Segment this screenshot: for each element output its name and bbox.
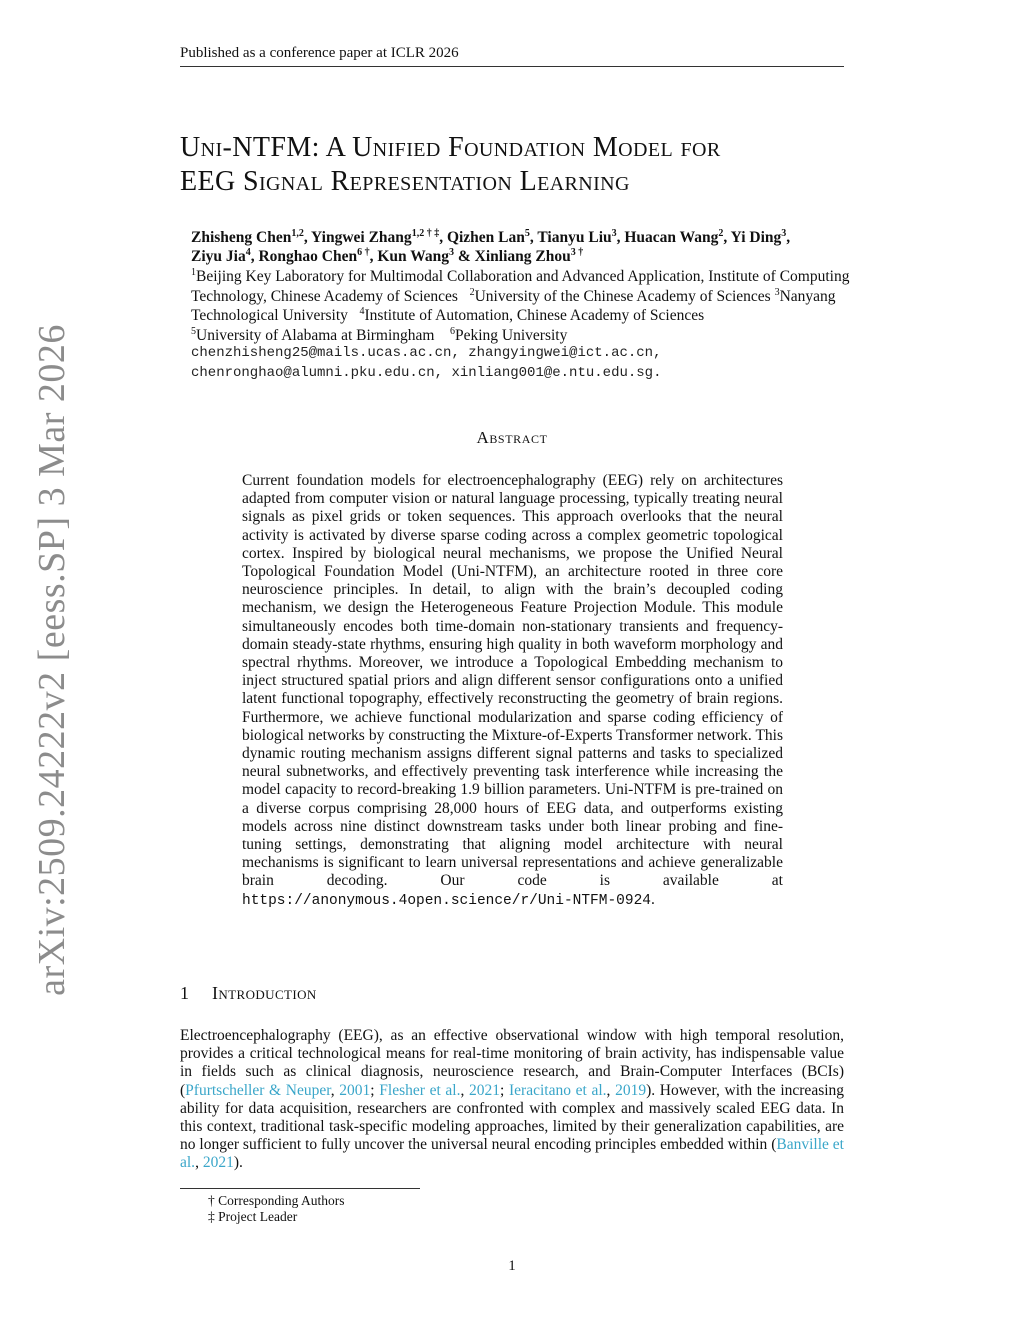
header-rule (180, 66, 844, 67)
intro-text: Electroencephalography (EEG), as an effective observational window with high temporal resolution, provides a critical technological means for real-time monitoring of brain activity, has indispensable value in fields such as clinical diagnosis, neuroscience research, and Brain-Computer Interfaces (BCIs) ( (180, 1027, 844, 1099)
affiliation: Institute of Automation, Chinese Academy of Sciences (364, 307, 705, 324)
affiliation-number: 6 (449, 325, 455, 337)
citation-year-link[interactable]: 2021 (469, 1081, 501, 1099)
author-sup: 2 (718, 227, 724, 239)
author-name: Ronghao Chen (258, 248, 358, 265)
affiliation: Beijing Key Laboratory for Multimodal Collaboration and Advanced Application, Institute of Computing Technology, Chinese Academy of Sciences (191, 268, 850, 305)
affiliation-number: 2 (469, 286, 475, 298)
author-name: Qizhen Lan (446, 229, 525, 246)
section-title: Introduction (212, 983, 317, 1003)
section-heading (180, 983, 580, 1004)
author-sup: 1,2 † ‡ (411, 227, 440, 239)
footnotes (208, 1193, 608, 1225)
email-line: chenronghao@alumni.pku.edu.cn, xinliang001@e.ntu.edu.sg. (191, 364, 662, 381)
abstract-end: . (650, 890, 655, 908)
citation-year-link[interactable]: 2001 (339, 1081, 371, 1099)
citation-link[interactable]: Banville et al. (180, 1136, 844, 1172)
page-number: 1 (508, 1258, 516, 1274)
citation-link[interactable]: Pfurtscheller & Neuper (185, 1081, 331, 1099)
author-name: Xinliang Zhou (474, 248, 571, 265)
author-name: Zhisheng Chen (191, 229, 292, 246)
affiliation: Peking University (454, 326, 568, 344)
abstract-text: Current foundation models for electroencephalography (EEG) rely on architectures adapted from computer vision or natural language processing, typically treating neural signals as pixel grids or token sequences. This approach overlooks that the neural activity is activated by diverse sparse coding across a complex geometric topological cortex. Inspired by biological neural mechanisms, we propose the Unified Neural Topological Foundation Model (Uni-NTFM), an architecture rooted in three core neuroscience principles. In detail, to align with the brain’s decoupled coding mechanism, we design the Heterogeneous Feature Projection Module. This module simultaneously encodes both time-domain non-stationary transients and frequency-domain steady-state rhythms, ensuring high quality in both waveform morphology and spectral rhythms. Moreover, we introduce a Topological Embedding mechanism to inject structured spatial priors and align different sensor configurations onto a unified latent functional topography, effectively reconstructing the geometry of brain regions. Furthermore, we achieve functional modularization and sparse coding efficiency of biological networks by constructing the Mixture-of-Experts Transformer network. This dynamic routing mechanism assigns different signal patterns and tasks to specialized neural subnetworks, and effectively preventing task interference while increasing the model capacity to record-breaking 1.9 billion parameters. Uni-NTFM is pre-trained on a diverse corpus comprising 28,000 hours of EEG data, and outperforms existing models across nine distinct downstream tasks under both linear probing and fine-tuning settings, demonstrating that aligning model architecture with neural mechanisms is significant to learn universal representations and achieve generalizable brain decoding. Our code is available at (242, 472, 783, 890)
author-emails (191, 344, 881, 383)
affiliation: University of the Chinese Academy of Sciences (474, 287, 771, 305)
author-sup: 6 † (357, 246, 370, 258)
author-sup: 4 (245, 246, 251, 258)
arxiv-stamp-text: arXiv:2509.24222v2 [eess.SP] 3 Mar 2026 (31, 324, 73, 996)
footnote: † Corresponding Authors (208, 1193, 345, 1208)
code-link[interactable]: https://anonymous.4open.science/r/Uni-NTFM-0924 (242, 892, 651, 909)
intro-text: ). (233, 1154, 243, 1172)
author-sup: 5 (524, 227, 530, 239)
affiliation-number: 5 (191, 325, 196, 337)
author-sup: 3 (449, 246, 454, 258)
author-sup: 3 † (570, 246, 584, 258)
title-line-1: Uni-NTFM: A Unified Foundation Model for (180, 132, 721, 163)
affiliation-number: 1 (191, 266, 196, 278)
author-name: Kun Wang (377, 248, 449, 265)
affiliation: Nanyang Technological University (191, 287, 836, 324)
paper-title (180, 131, 870, 199)
affiliation-number: 3 (774, 286, 780, 298)
title-line-2: EEG Signal Representation Learning (180, 166, 630, 197)
abstract-heading: Abstract (476, 428, 548, 447)
section-number: 1 (180, 983, 190, 1003)
footnote: ‡ Project Leader (208, 1209, 298, 1224)
author-name: Yi Ding (730, 229, 782, 246)
citation-link[interactable]: Flesher et al. (379, 1081, 461, 1099)
abstract-body (242, 472, 783, 910)
email-line: chenzhisheng25@mails.ucas.ac.cn, zhangyingwei@ict.ac.cn, (191, 345, 662, 361)
intro-text: ). However, with the increasing ability for data acquisition, researchers are confronted with complex and massively scaled EEG data. In this context, traditional task-specific modeling approaches, limited by their generalization capabilities, are no longer sufficient to fully uncover the universal neural encoding principles embedded within ( (180, 1081, 845, 1154)
affiliation: University of Alabama at Birmingham (196, 326, 435, 344)
affiliation-number: 4 (359, 305, 365, 317)
author-sup: 3 (611, 227, 617, 239)
citation-year-link[interactable]: 2021 (202, 1154, 234, 1172)
author-name: Tianyu Liu (537, 229, 612, 246)
author-sup: 3 (781, 227, 787, 239)
author-name: Yingwei Zhang (311, 229, 412, 246)
running-head: Published as a conference paper at ICLR 2026 (180, 45, 459, 61)
citation-year-link[interactable]: 2019 (615, 1081, 647, 1099)
author-name: Ziyu Jia (191, 248, 246, 265)
footnote-rule (180, 1188, 420, 1189)
affiliations (191, 267, 891, 345)
author-sup: 1,2 (291, 227, 304, 239)
intro-paragraph: Electroencephalography (EEG), as an effective observational window with high temporal resolution, provides a critical technological means for real-time monitoring of brain activity, has indispensable value in fields such as clinical diagnosis, neuroscience research, and Brain-Computer Interfaces (BCIs) (Pfurtscheller & Neuper, 2001; Flesher et al., 2021; Ieracitano et al., 2019). However, with the increasing ability for data acquisition, researchers are confronted with complex and massively scaled EEG data. In this context, traditional task-specific modeling approaches, limited by their generalization capabilities, are no longer sufficient to fully uncover the universal neural encoding principles embedded within (Banville et al., 2021). (180, 1027, 845, 1172)
author-list: Zhisheng Chen$^{1,2}$, Yingwei Zhang$^{1,2 \dagger \ddagger}$, Qizhen Lan$^5$, Tianyu Liu$^3$, Huacan Wang$^2$, Yi Ding$^3$, Ziyu Jia$^4$, Ronghao Chen$^{6 \dagger}$, Kun Wang$^3$ & Xinliang Zhou$^{3 \dagger}$ (191, 227, 791, 265)
author-name: Huacan Wang (624, 229, 719, 246)
citation-link[interactable]: Ieracitano et al. (509, 1081, 607, 1099)
